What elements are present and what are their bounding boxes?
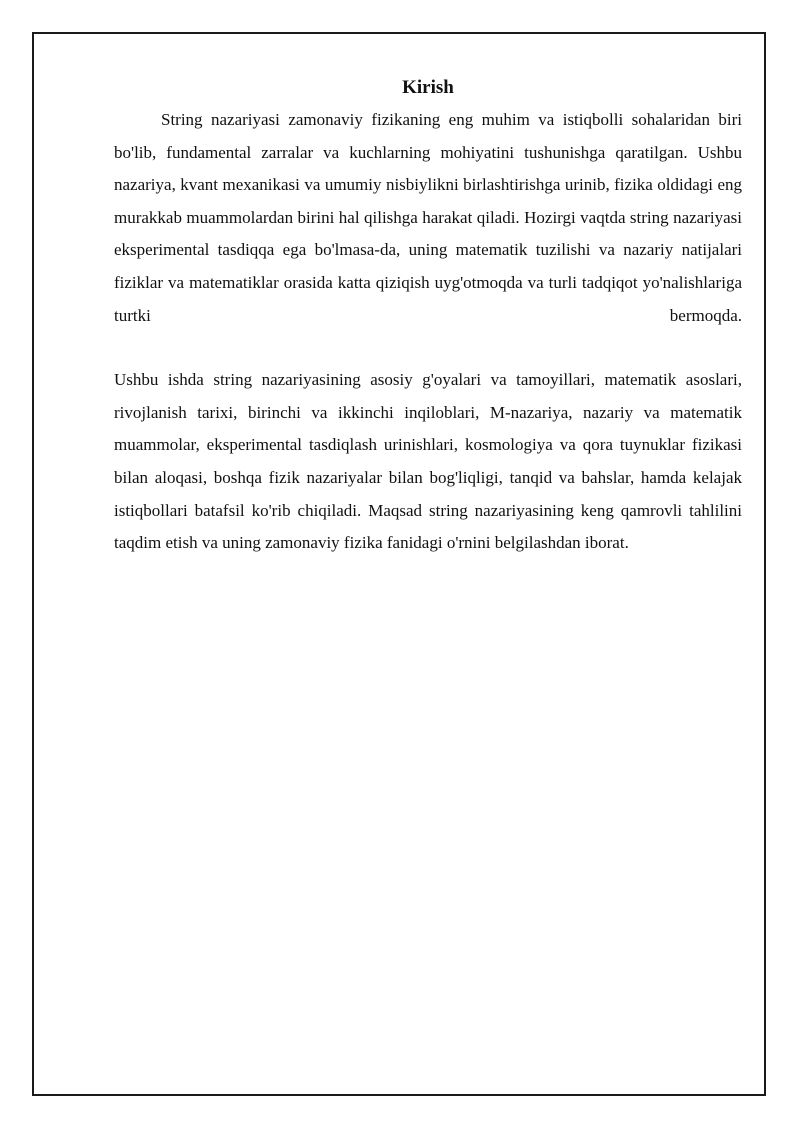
document-body <box>114 74 742 560</box>
paragraph-intro: String nazariyasi zamonaviy fizikaning eng muhim va istiqbolli sohalaridan biri bo'lib, fundamental zarralar va kuchlarning mohiyatini tushunishga qaratilgan. Ushbu nazariya, kvant mexanikasi va umumiy nisbiylikni birlashtirishga urinib, fizika oldidagi eng murakkab muammolardan birini hal qilishga harakat qiladi. Hozirgi vaqtda string nazariyasi eksperimental tasdiqqa ega bo'lmasa-da, uning matematik tuzilishi va nazariy natijalari fiziklar va matematiklar orasida katta qiziqish uyg'otmoqda va turli tadqiqot yo'nalishlariga turtki bermoqda. <box>114 110 742 325</box>
page-title: Kirish <box>402 77 454 98</box>
paragraph-scope: Ushbu ishda string nazariyasining asosiy g'oyalari va tamoyillari, matematik asoslari, rivojlanish tarixi, birinchi va ikkinchi inqiloblari, M-nazariya, nazariy va matematik muammolar, eksperimental tasdiqlash urinishlari, kosmologiya va qora tuynuklar fizikasi bilan aloqasi, boshqa fizik nazariyalar bilan bog'liqligi, tanqid va bahslar, hamda kelajak istiqbollari batafsil ko'rib chiqiladi. Maqsad string nazariyasining keng qamrovli tahlilini taqdim etish va uning zamonaviy fizika fanidagi o'rnini belgilashdan iborat. <box>114 370 742 553</box>
